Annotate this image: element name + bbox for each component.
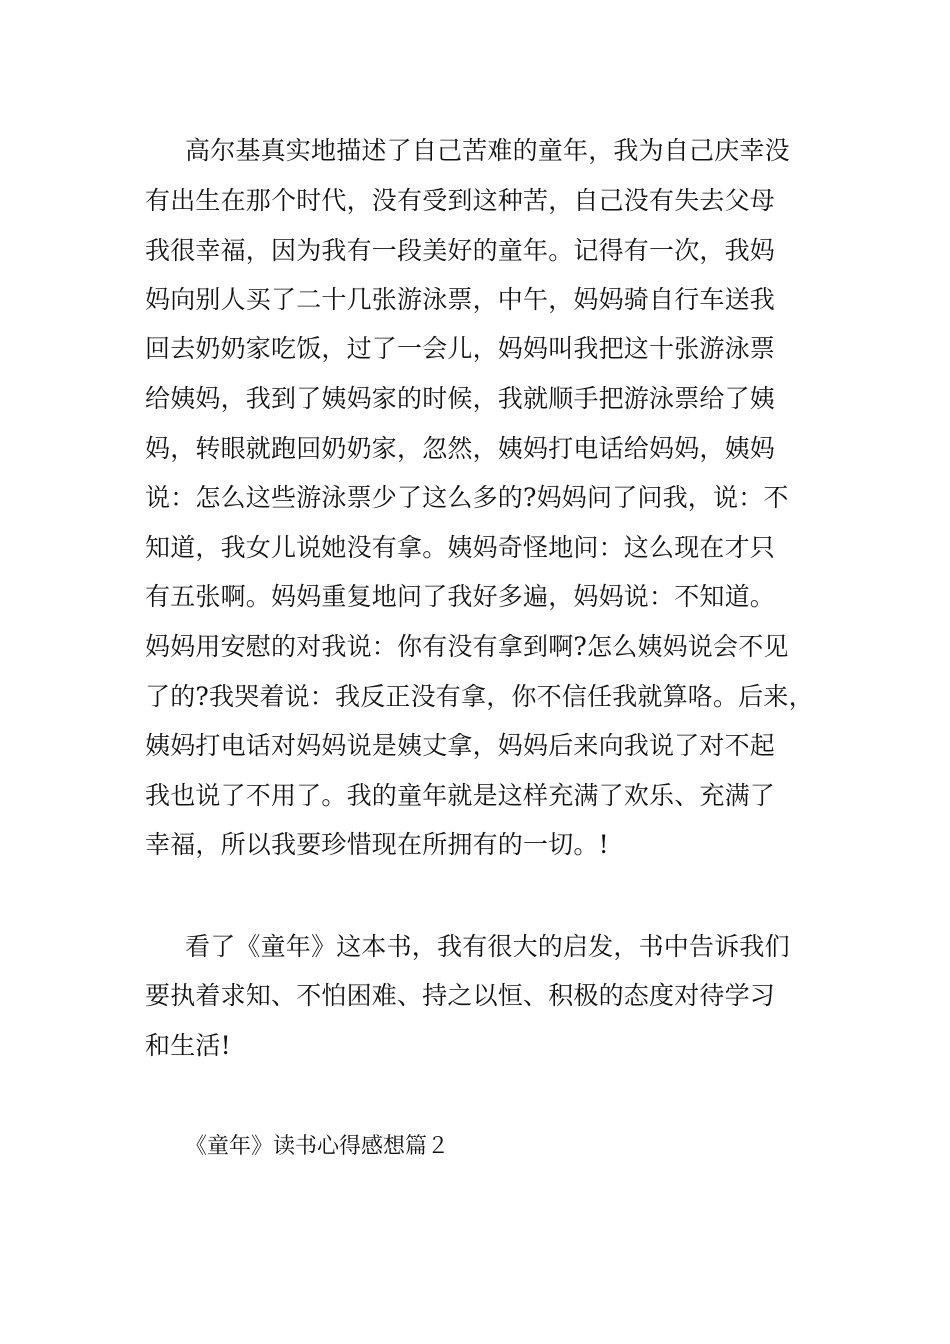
paragraph-line: 妈妈用安慰的对我说：你有没有拿到啊?怎么姨妈说会不见: [145, 632, 789, 661]
paragraph-line: 有出生在那个时代，没有受到这种苦，自己没有失去父母: [145, 186, 776, 215]
paragraph-line: 知道，我女儿说她没有拿。姨妈奇怪地问：这么现在才只: [145, 533, 776, 562]
paragraph-line: 高尔基真实地描述了自己苦难的童年，我为自己庆幸没: [185, 136, 790, 165]
paragraph-line: 我很幸福，因为我有一段美好的童年。记得有一次，我妈: [145, 236, 776, 265]
paragraph-line: 看了《童年》这本书，我有很大的启发，书中告诉我们: [185, 932, 790, 961]
paragraph-line: 给姨妈，我到了姨妈家的时候，我就顺手把游泳票给了姨: [145, 384, 776, 413]
paragraph-line: 回去奶奶家吃饭，过了一会儿，妈妈叫我把这十张游泳票: [145, 334, 776, 363]
paragraph-line: 有五张啊。妈妈重复地问了我好多遍，妈妈说：不知道。: [145, 582, 776, 611]
paragraph-line: 了的?我哭着说：我反正没有拿，你不信任我就算咯。后来，: [145, 682, 814, 711]
section-heading: 《童年》读书心得感想篇２: [185, 1134, 450, 1159]
paragraph-line: 姨妈打电话对妈妈说是姨丈拿，妈妈后来向我说了对不起: [145, 731, 776, 760]
paragraph-line: 妈向别人买了二十几张游泳票，中午，妈妈骑自行车送我: [145, 285, 776, 314]
paragraph-line: 和生活!: [145, 1031, 231, 1060]
paragraph-line: 要执着求知、不怕困难、持之以恒、积极的态度对待学习: [145, 981, 776, 1010]
paragraph-line: 说：怎么这些游泳票少了这么多的?妈妈问了问我，说：不: [145, 483, 789, 512]
paragraph-line: 幸福，所以我要珍惜现在所拥有的一切。!: [145, 830, 609, 859]
paragraph-line: 我也说了不用了。我的童年就是这样充满了欢乐、充满了: [145, 781, 776, 810]
paragraph-line: 妈，转眼就跑回奶奶家，忽然，姨妈打电话给妈妈，姨妈: [145, 434, 776, 463]
